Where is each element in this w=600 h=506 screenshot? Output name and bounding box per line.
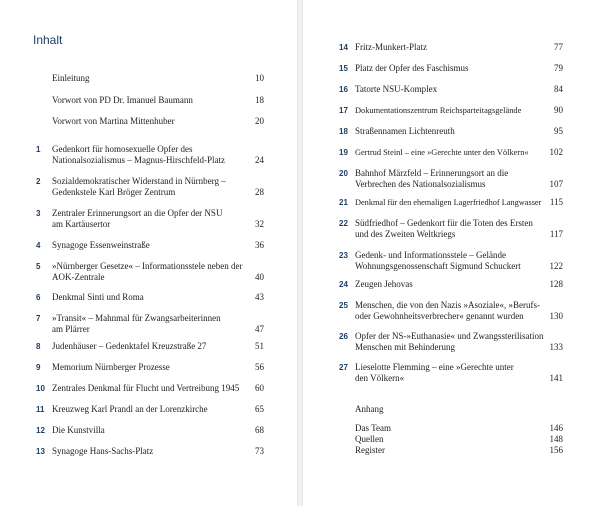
toc-entry-page: 73 [255,446,264,456]
toc-entry-page: 24 [255,155,264,165]
appendix-item-page: 156 [549,445,563,455]
appendix-item-page: 148 [549,434,563,444]
toc-entry-page: 56 [255,362,264,372]
toc-entry-page: 79 [554,63,563,73]
left-page [0,0,297,506]
toc-entry-title: Tatorte NSU-Komplex [355,84,438,94]
toc-entry-title: Vorwort von PD Dr. Imanuel Baumann [52,95,193,105]
toc-entry-page: 32 [255,219,264,229]
toc-entry-title: Platz der Opfer des Faschismus [355,63,469,73]
toc-entry-title-line2: AOK-Zentrale [52,272,105,282]
appendix-item-title: Quellen [355,434,384,444]
toc-entry-page: 40 [255,272,264,282]
toc-entry-title: Dokumentationszentrum Reichsparteitagsgelände [355,106,522,115]
toc-entry-page: 51 [255,341,264,351]
toc-entry-title: Zentrales Denkmal für Flucht und Vertreibung 1945 [52,383,240,393]
toc-entry-title: Synagoge Essenweinstraße [52,240,150,250]
toc-entry-page: 95 [554,126,563,136]
toc-entry-title-line2: Gedenkstele Karl Bröger Zentrum [52,187,176,197]
toc-entry-page: 20 [255,116,264,126]
toc-entry-number: 20 [339,169,348,178]
toc-entry-number: 1 [36,145,41,154]
toc-entry-number: 10 [36,384,45,393]
toc-entry-title: Menschen, die von den Nazis »Asoziale«, »Berufs- [355,300,540,310]
toc-entry-page: 36 [255,240,264,250]
toc-entry-title: Fritz-Munkert-Platz [355,42,427,52]
toc-entry-page: 43 [255,292,264,302]
toc-entry-title: Opfer der NS-»Euthanasie« und Zwangssterilisation [355,331,544,341]
toc-entry-page: 47 [255,324,264,334]
toc-entry-number: 25 [339,301,348,310]
toc-entry-title: Einleitung [52,73,90,83]
toc-entry-title: Südfriedhof – Gedenkort für die Toten des Ersten [355,218,533,228]
toc-entry-page: 68 [255,425,264,435]
toc-entry-page: 65 [255,404,264,414]
toc-entry-page: 28 [255,187,264,197]
toc-entry-number: 4 [36,241,41,250]
toc-entry-title: Straßennamen Lichtenreuth [355,126,455,136]
toc-entry-title-line2: am Kartäusertor [52,219,111,229]
toc-heading: Inhalt [33,33,63,47]
toc-entry-number: 15 [339,64,348,73]
toc-entry-number: 14 [339,43,348,52]
toc-entry-title: Zeugen Jehovas [355,279,413,289]
toc-entry-page: 117 [549,229,563,239]
toc-entry-number: 6 [36,293,41,302]
toc-entry-number: 7 [36,314,41,323]
toc-entry-page: 60 [255,383,264,393]
toc-entry-page: 90 [554,105,563,115]
toc-entry-page: 84 [554,84,563,94]
toc-entry-title: Denkmal für den ehemaligen Lagerfriedhof Langwasser [355,198,542,207]
toc-entry-title-line2: und des Zweiten Weltkriegs [355,229,456,239]
toc-entry-number: 27 [339,363,348,372]
toc-entry-title: Bahnhof Märzfeld – Erinnerungsort an die [355,168,509,178]
toc-entry-number: 2 [36,177,41,186]
toc-entry-title: Synagoge Hans-Sachs-Platz [52,446,154,456]
toc-entry-title-line2: Verbrechen des Nationalsozialismus [355,179,486,189]
toc-entry-number: 26 [339,332,348,341]
toc-entry-title: Denkmal Sinti und Roma [52,292,144,302]
toc-entry-number: 8 [36,342,41,351]
toc-entry-page: 130 [549,311,563,321]
right-page [303,0,600,506]
toc-entry-page: 141 [549,373,563,383]
toc-entry-number: 22 [339,219,348,228]
toc-entry-page: 128 [549,279,563,289]
toc-entry-title-line2: den Völkern« [355,373,405,383]
toc-entry-number: 3 [36,209,41,218]
toc-entry-title: Vorwort von Martina Mittenhuber [52,116,175,126]
toc-entry-number: 21 [339,198,348,207]
toc-entry-page: 133 [549,342,563,352]
toc-entry-page: 107 [549,179,563,189]
toc-entry-title: Lieselotte Flemming – eine »Gerechte unter [355,362,514,372]
toc-entry-page: 77 [554,42,563,52]
toc-entry-number: 18 [339,127,348,136]
toc-entry-title-line2: am Plärrer [52,324,90,334]
toc-entry-number: 12 [36,426,45,435]
toc-entry-title-line2: Wohnungsgenossenschaft Sigmund Schuckert [355,261,521,271]
toc-entry-title: Gedenk- und Informationsstele – Gelände [355,250,506,260]
toc-entry-title-line2: Menschen mit Behinderung [355,342,455,352]
toc-entry-number: 17 [339,106,348,115]
toc-entry-title: Memorium Nürnberger Prozesse [52,362,170,372]
toc-entry-number: 13 [36,447,45,456]
toc-entry-title: Kreuzweg Karl Prandl an der Lorenzkirche [52,404,208,414]
toc-entry-page: 102 [549,147,563,157]
toc-entry-number: 5 [36,262,41,271]
toc-entry-title: Gedenkort für homosexuelle Opfer des [52,144,193,154]
toc-entry-title: Sozialdemokratischer Widerstand in Nürnberg – [52,176,226,186]
toc-entry-page: 10 [255,73,264,83]
toc-entry-number: 24 [339,280,348,289]
appendix-item-page: 146 [549,423,563,433]
toc-entry-title: Die Kunstvilla [52,425,105,435]
toc-entry-page: 115 [549,197,563,207]
toc-entry-number: 9 [36,363,41,372]
toc-entry-title: Judenhäuser – Gedenktafel Kreuzstraße 27 [52,341,207,351]
toc-entry-title: Zentraler Erinnerungsort an die Opfer der NSU [52,208,223,218]
toc-entry-number: 16 [339,85,348,94]
appendix-heading: Anhang [355,404,384,414]
appendix-item-title: Das Team [355,423,391,433]
toc-entry-title-line2: oder Gewohnheitsverbrecher« genannt wurden [355,311,524,321]
toc-entry-title-line2: Nationalsozialismus – Magnus-Hirschfeld-Platz [52,155,225,165]
toc-entry-title: »Nürnberger Gesetze« – Informationsstele neben der [52,261,243,271]
toc-entry-number: 19 [339,148,348,157]
toc-entry-number: 11 [36,405,45,414]
appendix-item-title: Register [355,445,385,455]
toc-entry-number: 23 [339,251,348,260]
toc-entry-title: Gertrud Steinl – eine »Gerechte unter den Völkern« [355,148,529,157]
toc-entry-page: 18 [255,95,264,105]
toc-entry-page: 122 [549,261,563,271]
toc-entry-title: »Transit« – Mahnmal für Zwangsarbeiterinnen [52,313,221,323]
